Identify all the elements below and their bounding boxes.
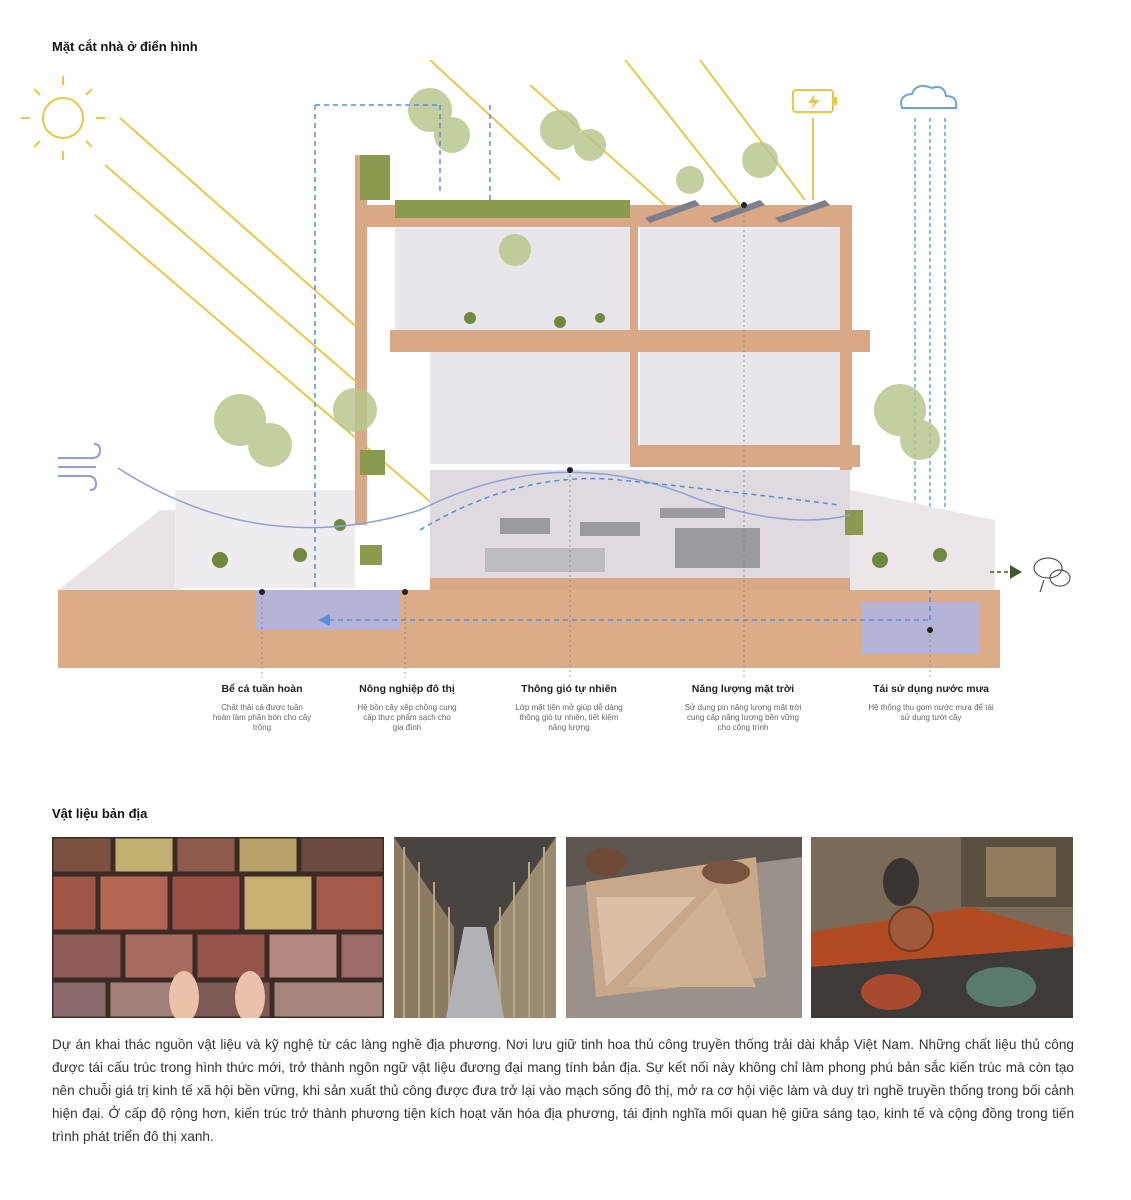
rainwater-tank: [862, 602, 980, 654]
feature-desc: Hệ bồn cây xếp chồng cung cấp thực phẩm sạch cho gia đình: [357, 703, 457, 732]
feature-title: Tái sử dụng nước mưa: [872, 683, 990, 695]
brick-floor-photo: [52, 837, 384, 1018]
cloud-icon: [901, 86, 956, 560]
vegetable-icon: [1034, 558, 1070, 592]
ground-slope: [58, 510, 180, 590]
handmade-paper-photo: [566, 837, 802, 1018]
feature-rainwater-reuse: [856, 683, 1006, 723]
feature-title: Thông gió tự nhiên: [521, 683, 617, 695]
feature-title: Năng lượng mặt trời: [691, 683, 795, 695]
feature-desc: Sử dụng pin năng lượng mặt trời cung cấp năng lượng bền vững cho công trình: [684, 703, 802, 732]
battery-icon: [793, 90, 837, 200]
feature-solar-energy: [668, 683, 818, 733]
lacquer-artisan-photo: [811, 837, 1073, 1018]
wind-icon: [58, 444, 100, 490]
export-arrow-icon: [1010, 565, 1022, 579]
feature-natural-ventilation: [494, 683, 644, 733]
house-section-diagram: [0, 60, 1131, 680]
feature-title: Nông nghiệp đô thị: [359, 683, 455, 695]
sun-icon: [21, 76, 105, 160]
materials-paragraph: Dự án khai thác nguồn vật liệu và kỹ nghệ từ các làng nghề địa phương. Nơi lưu giữ tinh hoa thủ công truyền thống trải dài khắp Việt Nam. Những chất liệu thủ công được tái cấu trúc trong hình thức mới, trở thành ngôn ngữ vật liệu đương đại mang tính bản địa. Sự kết nối này không chỉ làm phong phú bản sắc kiến trúc mà còn tạo nên chuỗi giá trị kinh tế xã hội bền vững, khi sản xuất thủ công được đưa trở lại vào mạch sống đô thị, mở ra cơ hội việc làm và duy trì nghề truyền thống trong bối cảnh hiện đại. Ở cấp độ rộng hơn, kiến trúc trở thành phương tiện kích hoạt văn hóa địa phương, tái định nghĩa mối quan hệ giữa sáng tạo, kinh tế và cộng đồng trong tiến trình phát triển đô thị xanh.: [52, 1037, 1074, 1144]
feature-desc: Lớp mặt tiền mở giúp dễ dàng thông gió tự nhiên, tiết kiệm năng lượng: [515, 703, 623, 732]
section-title-materials: Vật liệu bản địa: [52, 806, 148, 821]
feature-desc: Hệ thống thu gom nước mưa để tái sử dụng tưới cây: [868, 703, 994, 722]
section-title-section: Mặt cắt nhà ở điển hình: [52, 39, 198, 54]
bamboo-drying-photo: [394, 837, 556, 1018]
feature-fish-pond: [187, 683, 337, 733]
feature-urban-farming: [332, 683, 482, 733]
feature-desc: Chất thải cá được tuần hoàn làm phân bón cho cây trồng: [212, 703, 312, 732]
feature-title: Bể cá tuần hoàn: [221, 683, 303, 695]
ground-block: [58, 590, 1000, 668]
